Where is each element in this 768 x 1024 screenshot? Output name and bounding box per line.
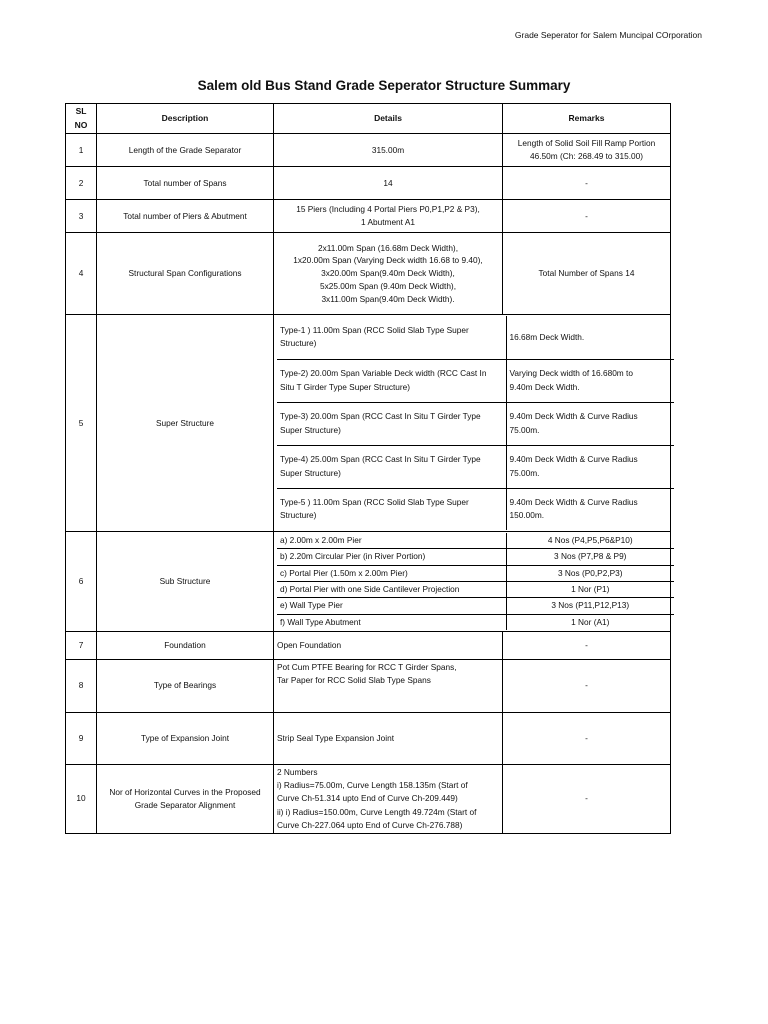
- table-row: [66, 200, 671, 233]
- sl-no-cell: 3: [66, 200, 97, 233]
- subrow-remark-cell: [506, 533, 674, 549]
- cell-text-line: 2x11.00m Span (16.68m Deck Width),: [317, 242, 459, 253]
- subrow-remark-cell: [506, 581, 674, 597]
- cell-text-line: -: [585, 732, 588, 743]
- cell-text-line: Super Structure): [280, 424, 341, 435]
- cell-text-line: 3x11.00m Span(9.40m Deck Width).: [321, 293, 455, 304]
- cell-text-line: Total Number of Spans 14: [538, 268, 635, 279]
- remarks-cell: [503, 200, 671, 233]
- cell-text-line: -: [585, 639, 588, 650]
- subrow: [277, 533, 674, 549]
- table-row: [66, 134, 671, 167]
- subrow-table: [277, 316, 674, 530]
- cell-text-line: Type-3) 20.00m Span (RCC Cast In Situ T Girder Type: [280, 411, 481, 422]
- sl-no-cell: 8: [66, 659, 97, 712]
- remarks-cell: [503, 233, 671, 315]
- subrow-remark-cell: [506, 549, 674, 565]
- subrow: [277, 445, 674, 488]
- table-row: [66, 167, 671, 200]
- subrow-detail-cell: [277, 488, 506, 530]
- cell-text-line: 4 Nos (P4,P5,P6&P10): [547, 535, 633, 546]
- cell-text-line: 1x20.00m Span (Varying Deck width 16.68 to 9.40),: [293, 255, 483, 266]
- cell-text-line: Curve Ch-51.314 upto End of Curve Ch-209.449): [277, 793, 458, 804]
- cell-text-line: 46.50m (Ch: 268.49 to 315.00): [529, 151, 643, 162]
- cell-text-line: 14: [383, 177, 393, 188]
- description-cell: Length of the Grade Separator: [97, 134, 274, 167]
- cell-text-line: 3x20.00m Span(9.40m Deck Width),: [321, 268, 455, 279]
- subrow: [277, 598, 674, 614]
- details-cell: [274, 200, 503, 233]
- cell-text-line: Open Foundation: [277, 639, 342, 650]
- sl-no-cell: 5: [66, 315, 97, 532]
- cell-text-line: 3 Nos (P0,P2,P3): [557, 567, 623, 578]
- cell-text-line: Structure): [280, 338, 317, 349]
- subrow: [277, 549, 674, 565]
- cell-text-line: 1 Nor (A1): [571, 616, 610, 627]
- cell-text-line: Strip Seal Type Expansion Joint: [277, 732, 394, 743]
- cell-text-line: d) Portal Pier with one Side Cantilever Projection: [280, 583, 460, 594]
- subrow-remark-cell: [506, 565, 674, 581]
- cell-text-line: Pot Cum PTFE Bearing for RCC T Girder Spans,: [277, 661, 457, 672]
- column-header-remarks: Remarks: [503, 104, 671, 134]
- sl-no-cell: 4: [66, 233, 97, 315]
- subrow-detail-cell: [277, 402, 506, 445]
- subrow-remark-cell: [506, 402, 674, 445]
- remarks-cell: [503, 631, 671, 659]
- subrow-detail-cell: [277, 614, 506, 630]
- description-cell: Type of Bearings: [97, 659, 274, 712]
- subrow-detail-cell: [277, 316, 506, 359]
- cell-text-line: 9.40m Deck Width & Curve Radius: [509, 411, 638, 422]
- cell-text-line: 315.00m: [371, 144, 405, 155]
- cell-text-line: Length of Solid Soil Fill Ramp Portion: [517, 137, 656, 148]
- sl-no-cell: 1: [66, 134, 97, 167]
- cell-text-line: Tar Paper for RCC Solid Slab Type Spans: [277, 675, 431, 686]
- cell-text-line: i) Radius=75.00m, Curve Length 158.135m (Start of: [277, 780, 468, 791]
- cell-text-line: Curve Ch-227.064 upto End of Curve Ch-276.788): [277, 819, 463, 830]
- details-cell: [274, 631, 503, 659]
- cell-text-line: 9.40m Deck Width.: [509, 381, 580, 392]
- cell-text-line: 150.00m.: [509, 510, 545, 521]
- remarks-cell: [503, 764, 671, 833]
- description-cell: Sub Structure: [97, 532, 274, 632]
- details-cell: [274, 712, 503, 764]
- column-header-details: Details: [274, 104, 503, 134]
- details-cell: [274, 233, 503, 315]
- subrow: [277, 359, 674, 402]
- cell-text-line: 1 Nor (P1): [571, 583, 610, 594]
- description-cell: Structural Span Configurations: [97, 233, 274, 315]
- table-row: [66, 764, 671, 833]
- remarks-cell: [503, 659, 671, 712]
- details-cell: [274, 659, 503, 712]
- cell-text-line: 9.40m Deck Width & Curve Radius: [509, 454, 638, 465]
- cell-text-line: -: [585, 177, 588, 188]
- cell-text-line: Type-2) 20.00m Span Variable Deck width (RCC Cast In: [280, 368, 487, 379]
- details-cell: [274, 764, 503, 833]
- subrow-detail-cell: [277, 445, 506, 488]
- details-cell: [274, 315, 671, 532]
- subrow-remark-cell: [506, 359, 674, 402]
- cell-text-line: 15 Piers (Including 4 Portal Piers P0,P1,P2 & P3),: [296, 203, 480, 214]
- subrow: [277, 581, 674, 597]
- table-row: [66, 532, 671, 632]
- subrow-detail-cell: [277, 359, 506, 402]
- sl-no-cell: 6: [66, 532, 97, 632]
- sl-no-cell: 7: [66, 631, 97, 659]
- sl-no-cell: 9: [66, 712, 97, 764]
- description-cell: Nor of Horizontal Curves in the Proposed Grade Separator Alignment: [97, 764, 274, 833]
- sl-no-cell: 10: [66, 764, 97, 833]
- remarks-cell: [503, 712, 671, 764]
- cell-text-line: -: [585, 793, 588, 804]
- details-cell: [274, 167, 503, 200]
- cell-text-line: 2 Numbers: [277, 766, 318, 777]
- cell-text-line: b) 2.20m Circular Pier (in River Portion): [280, 551, 426, 562]
- cell-text-line: -: [585, 680, 588, 691]
- cell-text-line: Situ T Girder Type Super Structure): [280, 381, 411, 392]
- document-header-note: Grade Seperator for Salem Muncipal COrporation: [514, 30, 702, 40]
- table-header-row: [66, 104, 671, 134]
- subrow: [277, 614, 674, 630]
- page-title: Salem old Bus Stand Grade Seperator Structure Summary: [197, 78, 571, 93]
- cell-text-line: Type-1 ) 11.00m Span (RCC Solid Slab Type Super: [280, 325, 469, 336]
- cell-text-line: c) Portal Pier (1.50m x 2.00m Pier): [280, 567, 408, 578]
- cell-text-line: Super Structure): [280, 467, 341, 478]
- cell-text-line: 3 Nos (P7,P8 & P9): [554, 551, 627, 562]
- table-row: [66, 631, 671, 659]
- cell-text-line: a) 2.00m x 2.00m Pier: [280, 535, 362, 546]
- cell-text-line: f) Wall Type Abutment: [280, 616, 361, 627]
- description-cell: Total number of Piers & Abutment: [97, 200, 274, 233]
- cell-text-line: Structure): [280, 510, 317, 521]
- cell-text-line: 16.68m Deck Width.: [509, 331, 585, 342]
- subrow-detail-cell: [277, 581, 506, 597]
- subrow-remark-cell: [506, 445, 674, 488]
- details-cell: [274, 532, 671, 632]
- remarks-cell: [503, 167, 671, 200]
- structure-summary-table: [65, 103, 671, 834]
- subrow-remark-cell: [506, 488, 674, 530]
- description-cell: Foundation: [97, 631, 274, 659]
- subrow-detail-cell: [277, 598, 506, 614]
- subrow-remark-cell: [506, 316, 674, 359]
- cell-text-line: 9.40m Deck Width & Curve Radius: [509, 497, 638, 508]
- cell-text-line: Type-4) 25.00m Span (RCC Cast In Situ T Girder Type: [280, 454, 481, 465]
- subrow-detail-cell: [277, 533, 506, 549]
- subrow: [277, 488, 674, 530]
- table-row: [66, 233, 671, 315]
- details-cell: [274, 134, 503, 167]
- subrow-remark-cell: [506, 598, 674, 614]
- cell-text-line: e) Wall Type Pier: [280, 600, 343, 611]
- cell-text-line: ii) i) Radius=150.00m, Curve Length 49.724m (Start of: [277, 806, 477, 817]
- cell-text-line: 3 Nos (P11,P12,P13): [551, 600, 630, 611]
- column-header-description: Description: [97, 104, 274, 134]
- cell-text-line: 75.00m.: [509, 467, 540, 478]
- cell-text-line: 75.00m.: [509, 424, 540, 435]
- description-cell: Super Structure: [97, 315, 274, 532]
- subrow-detail-cell: [277, 549, 506, 565]
- table-row: [66, 712, 671, 764]
- cell-text-line: 5x25.00m Span (9.40m Deck Width),: [319, 281, 457, 292]
- cell-text-line: -: [585, 210, 588, 221]
- cell-text-line: Varying Deck width of 16.680m to: [509, 368, 633, 379]
- sl-no-cell: 2: [66, 167, 97, 200]
- subrow-table: [277, 533, 674, 630]
- table-row: [66, 659, 671, 712]
- subrow-remark-cell: [506, 614, 674, 630]
- table-row: [66, 315, 671, 532]
- subrow: [277, 402, 674, 445]
- subrow-detail-cell: [277, 565, 506, 581]
- description-cell: Total number of Spans: [97, 167, 274, 200]
- cell-text-line: Type-5 ) 11.00m Span (RCC Solid Slab Type Super: [280, 497, 469, 508]
- cell-text-line: 1 Abutment A1: [361, 217, 415, 228]
- subrow: [277, 565, 674, 581]
- remarks-cell: [503, 134, 671, 167]
- subrow: [277, 316, 674, 359]
- description-cell: Type of Expansion Joint: [97, 712, 274, 764]
- column-header-sl-no: SL NO: [66, 104, 97, 134]
